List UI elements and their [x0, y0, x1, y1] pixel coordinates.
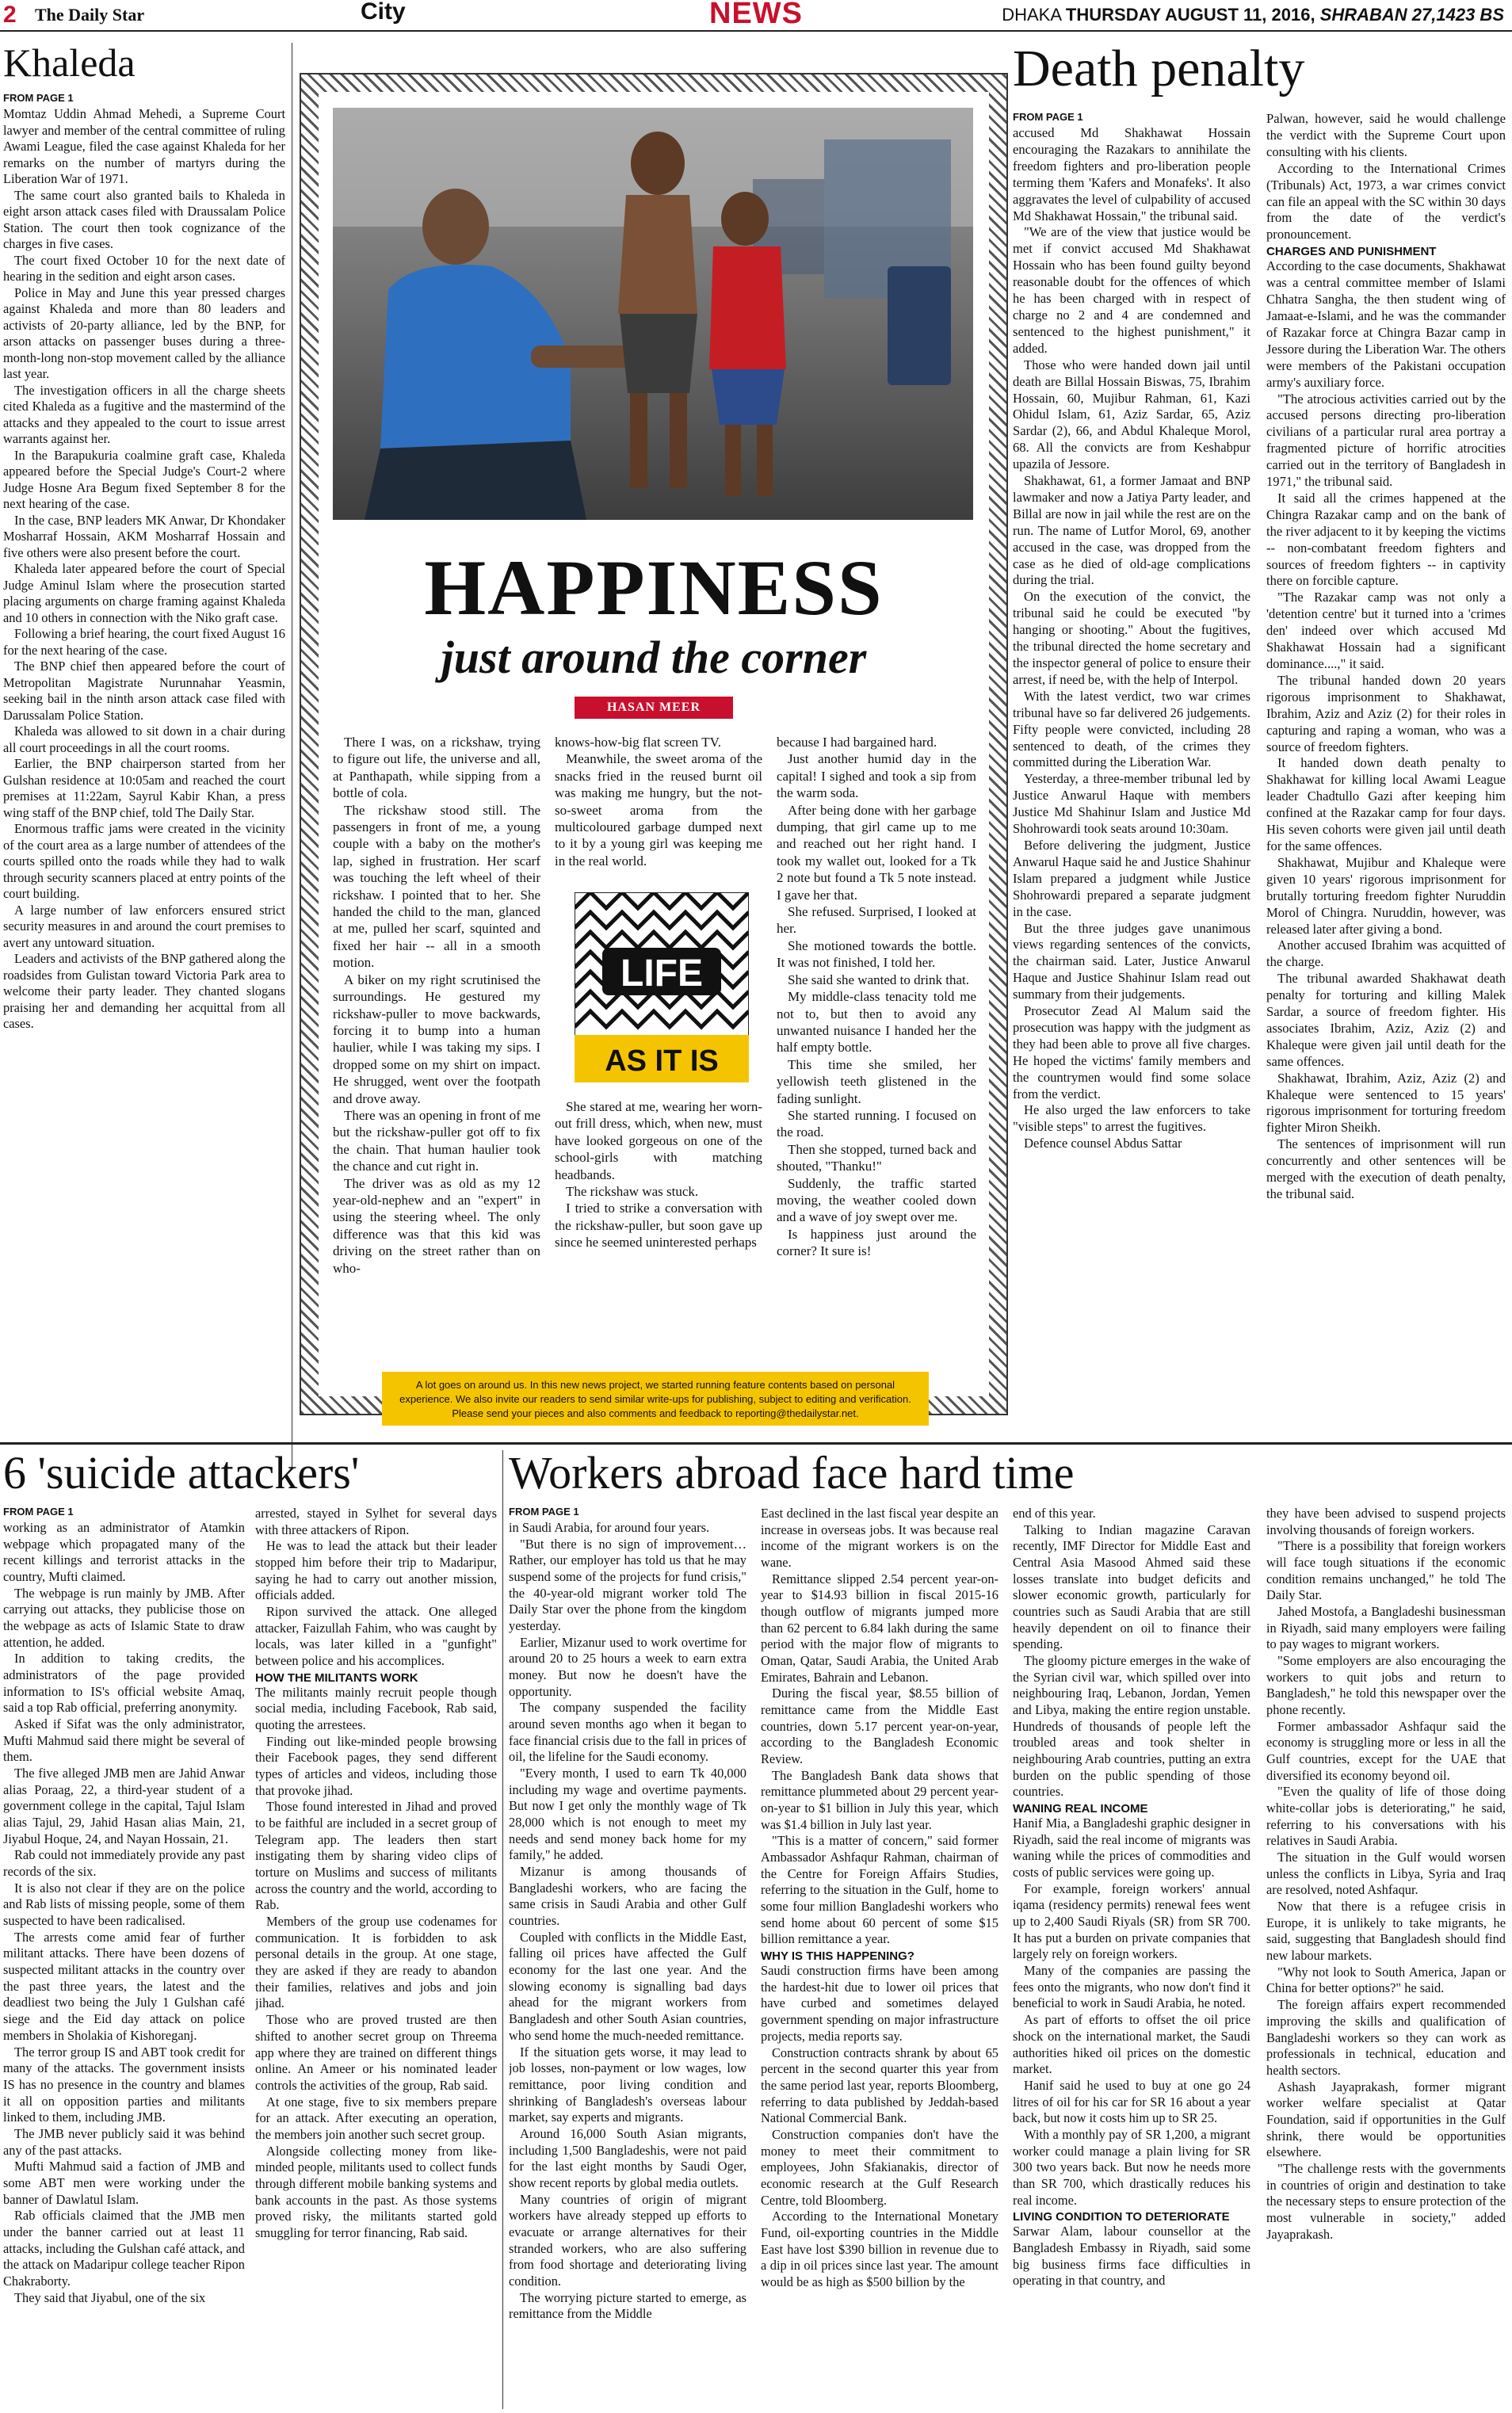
paragraph: Following a brief hearing, the court fixed August 16 for the next hearing of the case. [3, 626, 285, 658]
article-body [555, 734, 762, 869]
paragraph: She stared at me, wearing her worn-out frill dress, which, when new, must have looked gorgeous on one of the school-girls with matching headbands. [555, 1099, 762, 1182]
paragraph: With the latest verdict, two war crimes tribunal have so far delivered 26 judgements. Fifty people were convicted, including 28 sentenced to death, of the crimes they committed during the Liberation War. [1013, 688, 1250, 770]
paragraph: "The challenge rests with the governments in countries of origin and destination to take the necessary steps to ensure protection of the most vulnerable in society," added Jayaprakash. [1266, 2160, 1506, 2242]
paragraph: He also urged the law enforcers to take "visible steps" to arrest the fugitives. [1013, 1102, 1250, 1135]
article-body [3, 1520, 245, 2306]
paragraph: It said all the crimes happened at the Chingra Razakar camp and on the bank of the river adjacent to it by keeping the victims -- non-combatant freedom fighters and sources of freedom fighters -- in captivity there on forcible capture. [1266, 490, 1506, 589]
paragraph: they have been advised to suspend projects involving thousands of foreign workers. [1266, 1506, 1506, 1537]
paragraph: After being done with her garbage dumping, that girl came up to me and reached out her right hand. I took my wallet out, looked for a Tk 2 note but found a Tk 5 note instead. I gave her that. [777, 802, 976, 903]
paragraph: They said that Jiyabul, one of the six [14, 2289, 206, 2305]
section-label-news: NEWS [709, 0, 803, 30]
dateline [1002, 5, 1504, 25]
khaleda-article [3, 92, 285, 1510]
paragraph: Then she stopped, turned back and shouted, "Thanku!" [777, 1141, 976, 1174]
paragraph: A biker on my right scrutinised the surroundings. He gestured my rickshaw-puller to move backwards, forcing it to bump into a human haulier, while I was taking my sips. I dropped some on my shirt on impact. He shrugged, went over the footpath and drove away. [333, 972, 540, 1106]
paragraph: "The Razakar camp was not only a 'detention centre' but it turned into a 'crimes den' indeed over which accused Md Shakhawat Hossain had a significant dominance....," it said. [1266, 590, 1506, 671]
suicide-attackers-column-2 [255, 1506, 497, 2409]
workers-abroad-column-3 [1013, 1506, 1250, 2409]
workers-abroad-column-2 [761, 1506, 998, 2409]
paragraph: Coupled with conflicts in the Middle East, falling oil prices have affected the Gulf economy for the last one year. And the slowing economy is signalling bad days ahead for the migrant workers from Bangladesh and other South Asian countries, who send home the much-needed remittance. [509, 1929, 746, 2043]
article-body [333, 734, 540, 1277]
paragraph: Hanif said he used to buy at one go 24 litres of oil for his car for SR 16 about a year back, but now it costs him up to SR 25. [1013, 2077, 1250, 2126]
paragraph: Around 16,000 South Asian migrants, including 1,500 Bangladeshis, were not paid for the last eight months by Saudi Oger, show recent reports by global media outlets. [509, 2125, 746, 2190]
page-number: 2 [3, 2, 17, 28]
article-body [255, 1685, 497, 2242]
paragraph: As part of efforts to offset the oil price shock on the international market, the Saudi authorities hiked oil prices on the domestic market. [1013, 2012, 1250, 2077]
feature-title: HAPPINESS [424, 544, 884, 632]
logo-text-life: LIFE [620, 953, 703, 995]
street-children-photo [333, 108, 973, 520]
paragraph: She started running. I focused on the road. [777, 1107, 976, 1140]
paragraph: The arrests come amid fear of further militant attacks. There have been dozens of suspected militant attacks in the country over the past three years, the latest and the deadliest two being the July 1 Gulshan café siege and the Eid day attack on police members in Sholakia of Kishoreganj. [3, 1929, 245, 2043]
feature-box [300, 73, 1008, 1420]
paragraph: The same court also granted bails to Khaleda in eight arson attack cases filed with Draussalam Police Station. The court then took cognizance of the charges in five cases. [3, 187, 285, 251]
paragraph: The JMB never publicly said it was behind any of the past attacks. [3, 2125, 245, 2158]
paragraph: He was to lead the attack but their leader stopped him before their trip to Madaripur, saying he had to carry out another mission, officials added. [255, 1538, 497, 1603]
logo-text-as-it-is: AS IT IS [605, 1044, 719, 1078]
paragraph: Those who are proved trusted are then shifted to another secret group on Threema app where they are trained on different things online. An Ameer or his nominated leader controls the activities of the group, Rab said. [255, 2012, 497, 2093]
paragraph: "Every month, I used to earn Tk 40,000 including my wage and overtime payments. But now I get only the monthly wage of Tk 28,000 which is not enough to meet my needs and send money back home for my family," he added. [509, 1766, 746, 1863]
paragraph: With a monthly pay of SR 1,200, a migrant worker could manage a plain living for SR 300 two years back. But now he needs more than SR 700, which drastically reduces his real income. [1013, 2126, 1250, 2208]
paragraph: The worrying picture started to emerge, as remittance from the Middle [509, 2289, 746, 2322]
paragraph: Police in May and June this year pressed charges against Khaleda and more than 80 leaders and activists of 20-party alliance, led by the BNP, for arson attacks on passenger buses during a three-month-long non-stop movement called by the alliance last year. [3, 284, 285, 381]
workers-abroad-column-4 [1266, 1506, 1506, 2409]
paragraph: Khaleda was allowed to sit down in a chair during all court proceedings in all the court rooms. [3, 724, 285, 755]
paragraph: During the fiscal year, $8.55 billion of remittance came from the Middle East countries, down 5.17 percent year-on-year, according to the Bangladesh Economic Review. [761, 1686, 998, 1767]
feature-column-2a [555, 734, 762, 884]
paragraph: For example, foreign workers' annual iqama (residency permits) renewal fees went up to 2,400 Saudi Riyals (SR) from SR 700. It has put a burden on private companies that largely rely on foreign workers. [1013, 1880, 1250, 1962]
section-label-city: City [361, 0, 406, 25]
paragraph: According to the case documents, Shakhawat was a central committee member of Islami Chhatra Sangha, the then student wing of Jamaat-e-Islami, and he was the commander of Razakar force at Chingra Bazar camp in Jessore during the Liberation War. The others were members of the Pakistani occupation army's auxiliary force. [1266, 258, 1506, 390]
dateline-date: THURSDAY AUGUST 11, 2016, [1065, 5, 1315, 25]
article-body [1266, 1506, 1506, 2243]
paragraph: Talking to Indian magazine Caravan recently, IMF Director for Middle East and Central Asia Masood Ahmed said these losses translate into budget deficits and slower economic growth, particularly for countries such as Saudi Arabia that are still heavily dependent on oil to finance their spending. [1013, 1521, 1250, 1652]
column-rule [502, 1450, 503, 2409]
paragraph: The tribunal handed down 20 years rigorous imprisonment to Shakhawat, Ibrahim, Aziz and Aziz (2) for their roles in capturing and raping a woman, who was a source of freedom fighters. [1266, 672, 1506, 754]
paragraph: The gloomy picture emerges in the wake of the Syrian civil war, which spilled over into neighbouring Iraq, Lebanon, Jordan, Yemen and Libya, making the entire region unstable. Hundreds of thousands of people left the troubled areas and took shelter in neighbouring Arab countries, putting an extra burden on the public spending of those countries. [1013, 1653, 1250, 1800]
masthead [0, 0, 1512, 32]
paragraph: Meanwhile, the sweet aroma of the snacks fried in the reused burnt oil was making me hungry, but the not-so-sweet aroma from the multicoloured garbage dumped next to it by a young girl was keeping me in the real world. [555, 751, 762, 869]
paragraph: Is happiness just around the corner? It sure is! [777, 1226, 976, 1259]
paragraph: Leaders and activists of the BNP gathered along the roadsides from Gulistan toward Victoria Park area to welcome their party leader. They chanted slogans praising her and demanding her acquittal from all cases. [3, 951, 285, 1031]
paragraph: in Saudi Arabia, for around four years. [509, 1520, 710, 1535]
paragraph: "Some employers are also encouraging the workers to quit jobs and return to Bangladesh," he told this newspaper over the phone recently. [1266, 1653, 1506, 1718]
paragraph: Defence counsel Abdus Sattar [1024, 1136, 1182, 1151]
paragraph: "The atrocious activities carried out by the accused persons directing pro-liberation civilians of a particular rural area portray a fragmented picture of horrific atrocities carried out in the territory of Bangladesh in 1971," the tribunal said. [1266, 391, 1506, 490]
death-penalty-headline: Death penalty [1013, 40, 1305, 97]
paragraph: Ashash Jayaprakash, former migrant worker welfare specialist at Qatar Foundation, said if opportunities in the Gulf shrink, there would be opportunities elsewhere. [1266, 2079, 1506, 2160]
paragraph: If the situation gets worse, it may lead to job losses, non-payment or low wages, low remittance, poor living condition and shrinking of Bangladesh's overseas labour market, say experts and migrants. [509, 2044, 746, 2125]
paragraph: In addition to taking credits, the administrators of the page provided information to IS's official website Amaq, said a top Rab official, preferring anonymity. [3, 1651, 245, 1716]
paragraph: Rab could not immediately provide any past records of the six. [3, 1847, 245, 1880]
paragraph: "Why not look to South America, Japan or China for better options?" he said. [1266, 1964, 1506, 1996]
paragraph: She refused. Surprised, I looked at her. [777, 904, 976, 937]
paragraph: The driver was as old as my 12 year-old-nephew and an "expert" in using the steering wheel. The only difference was that this kid was driving on the street rather than on who- [333, 1175, 540, 1276]
paragraph: Hanif Mia, a Bangladeshi graphic designer in Riyadh, said the real income of migrants was waning while the prices of commodities and costs of public services were going up. [1013, 1815, 1250, 1880]
paragraph: Many countries of origin of migrant workers have already stepped up efforts to evacuate or arrange alternatives for their stranded workers, who are also suffering from food shortage and deteriorating living condition. [509, 2191, 746, 2289]
article-body [509, 1520, 746, 2323]
paragraph: "Even the quality of life of those doing white-collar jobs is deteriorating," he said, referring to his conversations with his relatives in Saudi Arabia. [1266, 1784, 1506, 1849]
paragraph: Earlier, the BNP chairperson started from her Gulshan residence at 10:05am and reached the court premises at 11:22am, Sayrul Kabir Khan, a press wing staff of the BNP chief, told The Daily Star. [3, 756, 285, 820]
article-body [761, 1963, 998, 2290]
article-body [555, 1098, 762, 1251]
workers-abroad-headline: Workers abroad face hard time [509, 1447, 1075, 1499]
from-page-label: FROM PAGE 1 [3, 1506, 74, 1518]
paragraph: The foreign affairs expert recommended improving the skills and qualification of Bangladeshi workers so they can work as professionals in technical, education and health sectors. [1266, 1997, 1506, 2078]
paragraph: She motioned towards the bottle. It was not finished, I told her. [777, 937, 976, 971]
paragraph: Saudi construction firms have been among the hardest-hit due to lower oil prices that have curbed and sometimes delayed government spending on major infrastructure projects, media reports say. [761, 1963, 998, 2044]
paragraph: I tried to strike a conversation with the rickshaw-puller, but soon gave up since he seemed uninterested perhaps [555, 1201, 762, 1250]
article-body [1013, 1506, 1250, 1800]
dateline-place: DHAKA [1002, 5, 1061, 25]
paragraph: Jahed Mostofa, a Bangladeshi businessman in Riyadh, said many employers were failing to pay wages to migrant workers. [1266, 1604, 1506, 1652]
workers-abroad-column-1 [509, 1506, 746, 2409]
paragraph: But the three judges gave unanimous views regarding sentences of the convicts, the chairman said. Later, Justice Anwarul Haque and Justice Shahinur Islam read out summary from their judgements. [1013, 920, 1250, 1002]
paragraph: At one stage, five to six members prepare for an attack. After executing an operation, the members join another such secret group. [255, 2094, 497, 2142]
feature-subtitle: just around the corner [441, 632, 867, 683]
article-body [761, 1506, 998, 1948]
paragraph: There was an opening in front of me but the rickshaw-puller got off to fix the chain. That human haulier took the chance and cut right in. [333, 1107, 540, 1174]
paragraph: The tribunal awarded Shakhawat death penalty for torturing and killing Malek Sardar, a source of freedom fighter. His associates Ibrahim, Aziz, Aziz (2) and Khaleque were given jail until death for the same offences. [1266, 971, 1506, 1069]
paragraph: Palwan, however, said he would challenge the verdict with the Supreme Court upon consulting with his clients. [1266, 111, 1506, 159]
feature-column-2b [555, 1098, 762, 1368]
paragraph: Construction contracts shrank by about 65 percent in the second quarter this year from the same period last year, reports Bloomberg, referring to data published by Jeddah-based National Commercial Bank. [761, 2045, 998, 2126]
paragraph: arrested, stayed in Sylhet for several days with three attackers of Ripon. [255, 1506, 497, 1537]
paragraph: In the Barapukuria coalmine graft case, Khaleda appeared before the Special Judge's Court-2 where Judge Hosne Ara Begum fixed September 8 for the next hearing of the case. [3, 447, 285, 511]
paragraph: According to the International Crimes (Tribunals) Act, 1973, a war crimes convict can file an appeal with the SC within 30 days from the date of the verdict's pronouncement. [1266, 160, 1506, 242]
paragraph: Momtaz Uddin Ahmad Mehedi, a Supreme Court lawyer and member of the central committee of ruling Awami League, filed the case against Khaleda for her remarks on the number of martyrs during the Liberation War of 1971. [3, 106, 285, 186]
subheading: WHY IS THIS HAPPENING? [761, 1949, 914, 1964]
paragraph: The rickshaw was stuck. [566, 1184, 699, 1200]
dateline-bangla-date: SHRABAN 27,1423 BS [1319, 5, 1504, 25]
paragraph: The court fixed October 10 for the next date of hearing in the sedition and eight arson cases. [3, 252, 285, 284]
subheading: LIVING CONDITION TO DETERIORATE [1013, 2210, 1230, 2224]
logo-graphic [575, 892, 749, 1082]
paragraph: "We are of the view that justice would be met if convict accused Md Shakhawat Hossain who has been found guilty beyond reasonable doubt for the offences of which he has been charged with in respect of charge no 2 and 4 are condemned and sentenced to the highest punishment," it added. [1013, 224, 1250, 356]
article-body [1013, 1815, 1250, 2209]
paragraph: This time she smiled, her yellowish teeth glistened in the fading sunlight. [777, 1056, 976, 1106]
article-body [1013, 2224, 1250, 2289]
paragraph: Shakhawat, Mujibur and Khaleque were given 10 years' rigorous imprisonment for brutally torturing freedom fighter Nuruddin Morol of Chingra. Nuruddin, however, was released later after giving a bond. [1266, 854, 1506, 937]
paragraph: Ripon survived the attack. One alleged attacker, Faizullah Fahim, who was caught by locals, was later killed in a "gunfight" between police and his accomplices. [255, 1604, 497, 1669]
paragraph: According to the International Monetary Fund, oil-exporting countries in the Middle East have lost $390 billion in revenue due to a dip in oil prices since last year. The amount would be as high as $500 billion by the [761, 2209, 998, 2289]
paragraph: The rickshaw stood still. The passengers in front of me, a young couple with a baby on the mother's lap, sighed in frustration. Her scarf was touching the left wheel of their rickshaw. I pointed that to her. She handed the child to the man, glanced at me, pulled her scarf, squinted and fixed her hair -- all in a smooth motion. [333, 802, 540, 971]
paragraph: Shakhawat, 61, a former Jamaat and BNP lawmaker and now a Jatiya Party leader, and Billal are now in jail while the rest are on the run. The name of Lutfor Morol, 69, another accused in the case, was dropped from the case as he died of old-age complications during the trial. [1013, 473, 1250, 588]
paragraph: The Bangladesh Bank data shows that remittance plummeted about 29 percent year-on-year to $1 billion in July this year, which was $1.4 billion in July last year. [761, 1767, 998, 1832]
paragraph: Former ambassador Ashfaqur said the economy is struggling more or less in all the Gulf countries, except for the UAE that diversified its economy beyond oil. [1266, 1718, 1506, 1783]
feature-photo [333, 108, 973, 520]
feature-byline: HASAN MEER [575, 697, 733, 719]
paragraph: A large number of law enforcers ensured strict security measures in and around the court premises to avert any untoward situation. [3, 902, 285, 950]
article-body [1266, 258, 1506, 1203]
subheading: HOW THE MILITANTS WORK [255, 1670, 418, 1685]
paragraph: accused Md Shakhawat Hossain encouraging the Razakars to annihilate the freedom fighters and pro-liberation people terming them 'Kafers and Monafeks'. It also aggravates the level of culpability of accused Md Shakhawat Hossain," the tribunal said. [1013, 125, 1250, 223]
paragraph: Those found interested in Jihad and proved to be faithful are included in a secret group of Telegram app. The leaders then start instigating them by sharing video clips of torture on Muslims and success of militants across the country and the world, according to Rab. [255, 1799, 497, 1913]
paragraph: There I was, on a rickshaw, trying to figure out life, the universe and all, at Panthapath, while sipping from a bottle of cola. [333, 735, 540, 801]
paragraph: It is also not clear if they are on the police and Rab lists of missing people, some of them suspected to have been radicalised. [3, 1880, 245, 1929]
paragraph: Remittance slipped 2.54 percent year-on-year to $14.93 billion in fiscal 2015-16 though outflow of migrants jumped more than 62 percent to 6.84 lakh during the same period with the major flow of migrants to Oman, Qatar, Saudi Arabia, the United Arab Emirates, Bahrain and Lebanon. [761, 1571, 998, 1685]
paragraph: In the case, BNP leaders MK Anwar, Dr Khondaker Mosharraf Hossain, AKM Mosharraf Hossain and five others were also present before the court. [3, 512, 285, 560]
paragraph: Alongside collecting money from like-minded people, militants used to collect funds through different mobile banking systems and bank accounts in the past. As those systems proved risky, the militants started gold smuggling for terror financing, Rab said. [255, 2143, 497, 2240]
paragraph: The company suspended the facility around seven months ago when it began to face financial crisis due to the fall in prices of oil, the lifeline for the Saudi economy. [509, 1700, 746, 1765]
paragraph: Prosecutor Zead Al Malum said the prosecution was happy with the judgment as they had been able to prove all five charges. He hoped the victims' family members and the countrymen would find some solace from the verdict. [1013, 1003, 1250, 1102]
paragraph: Sarwar Alam, labour counsellor at the Bangladesh Embassy in Riyadh, said some big business firms face difficulties in operating in that country, and [1013, 2224, 1250, 2289]
paragraph: Just another humid day in the capital! I sighed and took a sip from the warm soda. [777, 751, 976, 801]
paragraph: Khaleda later appeared before the court of Special Judge Aminul Islam where the prosecution started placing arguments on charge framing against Khaleda and 10 others in connection with the Niko graft case. [3, 561, 285, 625]
article-body [1013, 125, 1250, 1152]
feature-reader-note: A lot goes on around us. In this new news project, we started running feature contents based on personal experience. We also invite our readers to send similar write-ups for publishing, subject to editing and verification. Please send your pieces and also comments and feedback to reporting@thedailystar.net. [382, 1372, 929, 1426]
feature-column-3 [777, 734, 976, 1368]
subheading: CHARGES AND PUNISHMENT [1266, 245, 1437, 259]
article-body [777, 734, 976, 1260]
paragraph: Rab officials claimed that the JMB men under the banner carried out at least 11 attacks, including the Gulshan café attack, and the attack on Madaripur college teacher Ripon Chakraborty. [3, 2208, 245, 2289]
suicide-attackers-headline: 6 'suicide attackers' [3, 1447, 360, 1499]
paragraph: Those who were handed down jail until death are Billal Hossain Biswas, 75, Ibrahim Hossain, 60, Mujibur Rahman, 61, Kazi Ohidul Islam, 61, Aziz Sardar, 65, Aziz Sardar (2), 66, and Abdul Khaleque Morol, 68. All the convicts are from Keshabpur upazila of Jessore. [1013, 357, 1250, 472]
subheading: WANING REAL INCOME [1013, 1802, 1148, 1816]
paragraph: Members of the group use codenames for communication. It is forbidden to ask personal details in the group. At one stage, they are asked if they are ready to abandon their families, relatives and jobs and join jihad. [255, 1914, 497, 2011]
paragraph: Construction companies don't have the money to meet their commitment to employees, John Sfakianakis, director of economic research at the Gulf Research Centre, told Bloomberg. [761, 2126, 998, 2208]
paragraph: The webpage is run mainly by JMB. After carrying out attacks, they publicise those on the webpage as acts of Islamic State to draw attention, he added. [3, 1585, 245, 1650]
paragraph: It handed down death penalty to Shakhawat for killing local Awami League leader Chadtullo Gazi after keeping him confined at the Razakar camp for four days. His seven cohorts were given jail until death for the same offences. [1266, 755, 1506, 853]
paragraph: "This is a matter of concern," said former Ambassador Ashfaqur Rahman, chairman of the Centre for Foreign Affairs Studies, referring to the situation in the Gulf, home to some four million Bangladeshi workers who send home about 60 percent of some $15 billion remittance a year. [761, 1833, 998, 1947]
paragraph: Earlier, Mizanur used to work overtime for around 20 to 25 hours a week to earn extra money. But now he doesn't have the opportunity. [509, 1634, 746, 1699]
article-body [255, 1506, 497, 1670]
khaleda-headline: Khaleda [3, 40, 136, 85]
paragraph: working as an administrator of Atamkin webpage which propagated many of the recent killings and terrorist attacks in the country, Mufti claimed. [3, 1520, 245, 1585]
feature-column-1 [333, 734, 540, 1368]
from-page-label: FROM PAGE 1 [3, 92, 74, 104]
paragraph: Another accused Ibrahim was acquitted of the charge. [1266, 937, 1506, 970]
paragraph: The investigation officers in all the charge sheets cited Khaleda as a fugitive and the mastermind of the attacks and they appealed to the court to issue arrest warrants against her. [3, 382, 285, 446]
paragraph: The terror group IS and ABT took credit for many of the attacks. The government insists IS has no presence in the country and blames it all on opposition parties and militants linked to them, including JMB. [3, 2044, 245, 2125]
paragraph: My middle-class tenacity told me not to, but then to avoid any unwanted nuisance I handed her the half empty bottle. [777, 989, 976, 1056]
paragraph: Suddenly, the traffic started moving, the weather cooled down and a wave of joy swept over me. [777, 1175, 976, 1225]
paragraph: The situation in the Gulf would worsen unless the conflicts in Libya, Syria and Iraq are resolved, noted Ashfaqur. [1266, 1850, 1506, 1898]
paragraph: knows-how-big flat screen TV. [555, 735, 721, 750]
paragraph: Mizanur is among thousands of Bangladeshi workers, who are facing the same crisis in Saudi Arabia and other Gulf countries. [509, 1864, 746, 1929]
paragraph: end of this year. [1013, 1506, 1096, 1521]
paragraph: The militants mainly recruit people though social media, including Facebook, Rab said, quoting the arrestees. [255, 1684, 497, 1733]
paragraph: The sentences of imprisonment will run concurrently and other sentences will be merged with the execution of death penalty, the tribunal said. [1266, 1136, 1506, 1201]
paragraph: Shakhawat, Ibrahim, Aziz, Aziz (2) and Khaleque were sentenced to 15 years' rigorous imprisonment for torturing freedom fighter Miron Sheikh. [1266, 1070, 1506, 1136]
paragraph: East declined in the last fiscal year despite an increase in overseas jobs. It was because real income of the migrant workers is on the wane. [761, 1506, 998, 1571]
paragraph: She said she wanted to drink that. [788, 972, 969, 987]
article-body [3, 106, 285, 1033]
paragraph: because I had bargained hard. [777, 735, 937, 750]
paragraph: Yesterday, a three-member tribunal led by Justice Anwarul Haque with members Justice Md Shahinur Islam and Justice Md Shohrowardi took seats around 10:30am. [1013, 771, 1250, 837]
death-penalty-column-1 [1013, 111, 1250, 1506]
article-body [1266, 111, 1506, 243]
paragraph: Now that there is a refugee crisis in Europe, it is unlikely to take migrants, he said, suggesting that Bangladesh should find new labour markets. [1266, 1899, 1506, 1964]
paragraph: Enormous traffic jams were created in the vicinity of the court area as a large number of attendees of the courts spilled onto the roads while they had to walk through security scanners placed at entry points of the court building. [3, 821, 285, 901]
paragraph: The five alleged JMB men are Jahid Anwar alias Poraag, 22, a third-year student of a government college in the capital, Tajul Islam alias Tajul, 29, Jahid Hasan alias Main, 21, Jiyabul Hoque, 24, and Nayan Hossain, 21. [3, 1766, 245, 1846]
paragraph: "But there is no sign of improvement… Rather, our employer has told us that he may suspend some of the projects for fund crisis," the 40-year-old migrant worker told The Daily Star over the phone from the kingdom yesterday. [509, 1536, 746, 1634]
suicide-attackers-column-1 [3, 1506, 245, 2409]
paragraph: "There is a possibility that foreign workers will face tough situations if the economic condition remains unchanged," he told The Daily Star. [1266, 1538, 1506, 1603]
paragraph: On the execution of the convict, the tribunal said he could be executed "by hanging or shooting." About the fugitives, the tribunal directed the home secretary and the inspector general of police to ensure their arrest, if need be, with the help of Interpol. [1013, 589, 1250, 687]
paragraph: The BNP chief then appeared before the court of Metropolitan Magistrate Nurunnahar Yeasmin, seeking bail in the ninth arson attack case filed with Darussalam Police Station. [3, 659, 285, 723]
feature-inner [319, 92, 989, 1420]
life-as-it-is-logo [575, 892, 749, 1082]
death-penalty-column-2 [1266, 111, 1506, 1506]
paper-name: The Daily Star [35, 5, 145, 25]
paragraph: Before delivering the judgment, Justice Anwarul Haque said he and Justice Shahinur Islam prepared a judgment while Justice Shohrowardi prepared a separate judgment in the case. [1013, 837, 1250, 919]
section-divider [0, 1442, 1512, 1445]
from-page-label: FROM PAGE 1 [1013, 111, 1083, 123]
paragraph: Asked if Sifat was the only administrator, Mufti Mahmud said there might be several of them. [3, 1716, 245, 1765]
paragraph: Many of the companies are passing the fees onto the migrants, who now don't find it beneficial to work in Saudi Arabia, he noted. [1013, 1963, 1250, 2011]
paragraph: Mufti Mahmud said a faction of JMB and some ABT men were working under the banner of Dawlatul Islam. [3, 2159, 245, 2207]
from-page-label: FROM PAGE 1 [509, 1506, 579, 1518]
paragraph: Finding out like-minded people browsing their Facebook pages, they send different types of articles and videos, including those that provoke jihad. [255, 1733, 497, 1798]
